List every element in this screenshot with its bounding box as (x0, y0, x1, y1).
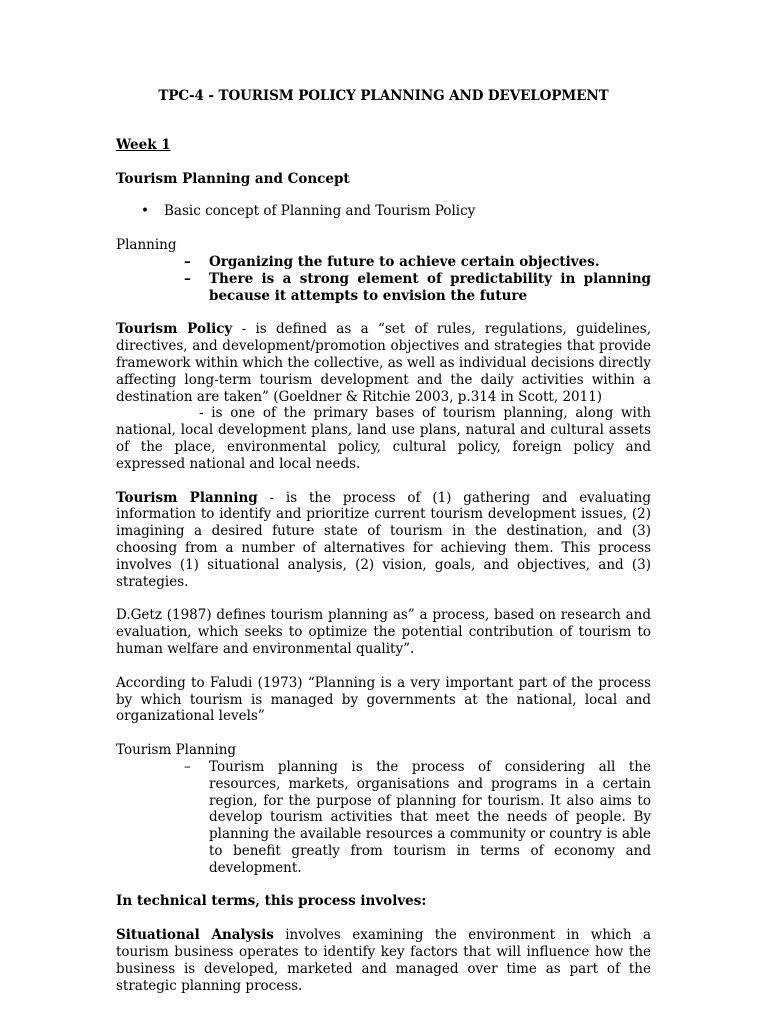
document-title: TPC-4 - TOURISM POLICY PLANNING AND DEVELOPMENT (158, 88, 609, 104)
faludi-paragraph: According to Faludi (1973) “Planning is a very important part of the process by which tourism is managed by governments at the national, local and organizational levels” (116, 674, 651, 725)
term: Situational Analysis (116, 927, 274, 944)
section-heading: Tourism Planning and Concept (116, 170, 350, 187)
tourism-planning-paragraph (116, 490, 651, 591)
planning-points (116, 254, 651, 304)
list-item-text: Basic concept of Planning and Tourism Policy (164, 203, 476, 220)
getz-paragraph: D.Getz (1987) defines tourism planning as” a process, based on research and evaluation, which seeks to optimize the potential contribution of tourism to human welfare and environmental quality”. (116, 607, 651, 657)
list-item (116, 271, 651, 305)
list-item (116, 254, 651, 271)
term: Tourism Policy (116, 321, 233, 338)
definition: - is defined as a “set of rules, regulations, guidelines, directives, and development/promotion objectives and strategies that provide framework within which the collective, as well as individual decisions directly affecting long-term tourism development and the daily activities within a destination are taken” (Goeldner & Ritchie 2003, p.314 in Scott, 2011) (116, 321, 651, 405)
list-item-text: Organizing the future to achieve certain objectives. (209, 253, 600, 270)
tourism-policy-paragraph (116, 321, 651, 405)
tourism-planning-points (116, 759, 651, 877)
list-item-text: There is a strong element of predictability in planning because it attempts to envision the future (209, 270, 651, 304)
tourism-planning-label: Tourism Planning (116, 742, 237, 759)
definition: involves examining the environment in which a tourism business operates to identify key factors that will influence how the business is developed, marketed and managed over time as part of the strategic planning process. (116, 927, 651, 994)
list-item (116, 203, 651, 220)
planning-label: Planning (116, 237, 177, 254)
bullet-icon: • (141, 203, 149, 220)
week-heading: Week 1 (116, 136, 171, 153)
dash-icon: – (184, 758, 191, 775)
situational-paragraph (116, 927, 651, 994)
technical-heading: In technical terms, this process involves: (116, 893, 427, 910)
list-item (116, 759, 651, 877)
tourism-policy-continuation: - is one of the primary bases of tourism planning, along with national, local development plans, land use plans, natural and cultural assets of the place, environmental policy, cultural policy, foreign policy and expressed national and local needs. (116, 405, 651, 472)
definition: - is the process of (1) gathering and evaluating information to identify and prioritize current tourism development issues, (2) imagining a desired future state of tourism in the destination, and (3) choosing from a number of alternatives for achieving them. This process involves (1) situational analysis, (2) vision, goals, and objectives, and (3) strategies. (116, 489, 651, 590)
term: Tourism Planning (116, 489, 258, 506)
document-body (116, 88, 651, 994)
bullet-list (116, 203, 651, 220)
list-item-text: Tourism planning is the process of considering all the resources, markets, organisations and programs in a certain region, for the purpose of planning for tourism. It also aims to develop tourism activities that meet the needs of people. By planning the available resources a community or country is able to benefit greatly from tourism in terms of economy and development. (209, 758, 651, 876)
dash-icon: – (184, 253, 191, 270)
dash-icon: – (184, 270, 191, 287)
